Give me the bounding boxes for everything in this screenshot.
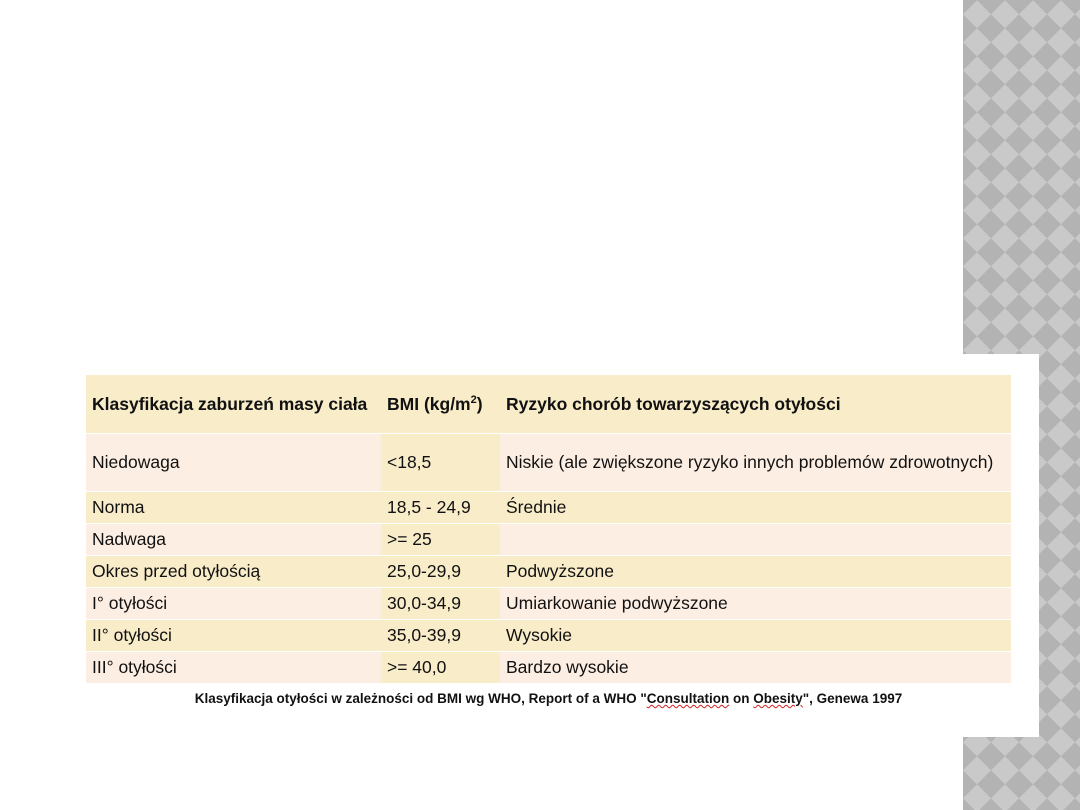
table-caption-row bbox=[86, 683, 1011, 714]
cell-classification: Niedowaga bbox=[86, 433, 381, 491]
caption-text: Klasyfikacja otyłości w zależności od BMI wg WHO, Report of a WHO " bbox=[194, 691, 647, 706]
cell-risk: Niskie (ale zwiększone ryzyko innych problemów zdrowotnych) bbox=[500, 433, 1011, 491]
caption-spellcheck-word: Obesity bbox=[753, 691, 803, 706]
cell-risk bbox=[500, 523, 1011, 555]
cell-bmi: 18,5 - 24,9 bbox=[381, 491, 500, 523]
header-bmi-suffix: ) bbox=[476, 393, 483, 414]
table-row bbox=[86, 587, 1011, 619]
header-classification: Klasyfikacja zaburzeń masy ciała bbox=[86, 375, 381, 433]
cell-classification: II° otyłości bbox=[86, 619, 381, 651]
cell-bmi: >= 25 bbox=[381, 523, 500, 555]
cell-classification: Norma bbox=[86, 491, 381, 523]
caption-text: ", Genewa 1997 bbox=[802, 691, 903, 706]
cell-classification: I° otyłości bbox=[86, 587, 381, 619]
table-row bbox=[86, 619, 1011, 651]
table-row bbox=[86, 523, 1011, 555]
cell-classification: Okres przed otyłością bbox=[86, 555, 381, 587]
cell-classification: III° otyłości bbox=[86, 651, 381, 683]
header-bmi-superscript: 2 bbox=[470, 393, 477, 406]
cell-bmi: <18,5 bbox=[381, 433, 500, 491]
table-header-row bbox=[86, 375, 1011, 433]
cell-bmi: >= 40,0 bbox=[381, 651, 500, 683]
header-bmi bbox=[381, 375, 500, 433]
bmi-classification-table bbox=[86, 375, 1011, 714]
cell-risk: Bardzo wysokie bbox=[500, 651, 1011, 683]
table-image bbox=[68, 354, 1039, 737]
caption-text: on bbox=[729, 691, 754, 706]
header-bmi-text: BMI (kg/m bbox=[387, 393, 471, 414]
table-row bbox=[86, 491, 1011, 523]
table-row bbox=[86, 651, 1011, 683]
caption-spellcheck-word: Consultation bbox=[646, 691, 730, 706]
cell-risk: Podwyższone bbox=[500, 555, 1011, 587]
cell-bmi: 30,0-34,9 bbox=[381, 587, 500, 619]
table-row bbox=[86, 433, 1011, 491]
table-caption bbox=[86, 683, 1011, 714]
cell-risk: Średnie bbox=[500, 491, 1011, 523]
cell-risk: Umiarkowanie podwyższone bbox=[500, 587, 1011, 619]
cell-risk: Wysokie bbox=[500, 619, 1011, 651]
table-row bbox=[86, 555, 1011, 587]
cell-bmi: 35,0-39,9 bbox=[381, 619, 500, 651]
cell-classification: Nadwaga bbox=[86, 523, 381, 555]
cell-bmi: 25,0-29,9 bbox=[381, 555, 500, 587]
header-risk: Ryzyko chorób towarzyszących otyłości bbox=[500, 375, 1011, 433]
